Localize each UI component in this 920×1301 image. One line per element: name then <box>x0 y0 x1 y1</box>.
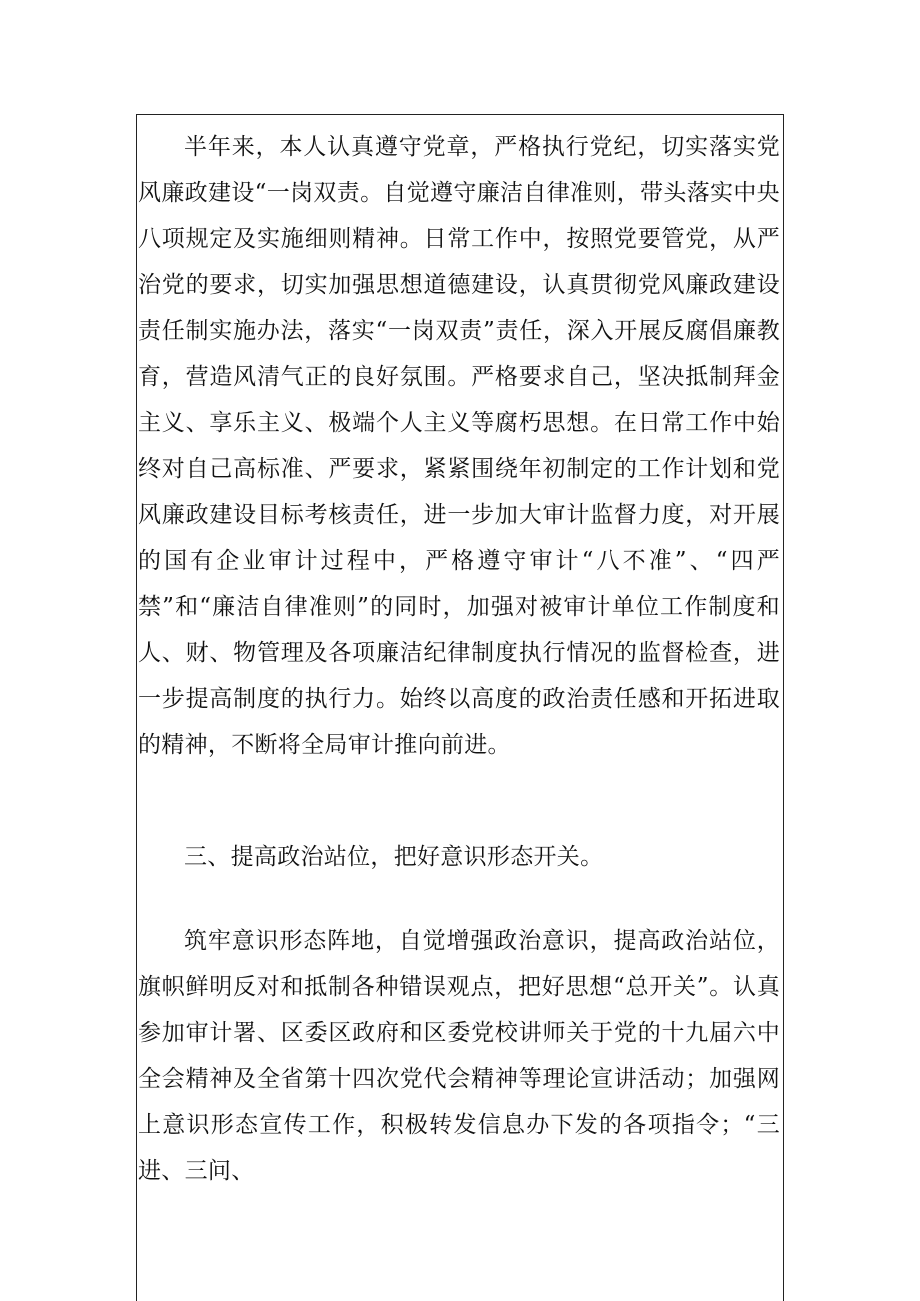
body-paragraph-ideology: 筑牢意识形态阵地，自觉增强政治意识，提高政治站位，旗帜鲜明反对和抵制各种错误观点，把好思想“总开关”。认真参加审计署、区委区政府和区委党校讲师关于党的十九届六中全会精神及全省第十四次党代会精神等理论宣讲活动；加强网上意识形态宣传工作，积极转发信息办下发的各项指令；“三进、三问、 <box>138 928 780 1184</box>
body-paragraph-integrity: 半年来，本人认真遵守党章，严格执行党纪，切实落实党风廉政建设“一岗双责。自觉遵守廉洁自律准则，带头落实中央八项规定及实施细则精神。日常工作中，按照党要管党，从严治党的要求，切实加强思想道德建设，认真贯彻党风廉政建设责任制实施办法，落实“一岗双责”责任，深入开展反腐倡廉教育，营造风清气正的良好氛围。严格要求自己，坚决抵制拜金主义、享乐主义、极端个人主义等腐朽思想。在日常工作中始终对自己高标准、严要求，紧紧围绕年初制定的工作计划和党风廉政建设目标考核责任，进一步加大审计监督力度，对开展的国有企业审计过程中，严格遵守审计“八不准”、“四严禁”和“廉洁自律准则”的同时，加强对被审计单位工作制度和人、财、物管理及各项廉洁纪律制度执行情况的监督检查，进一步提高制度的执行力。始终以高度的政治责任感和开拓进取的精神，不断将全局审计推向前进。 <box>138 134 780 758</box>
section-heading-ideology: 三、提高政治站位，把好意识形态开关。 <box>184 844 604 870</box>
